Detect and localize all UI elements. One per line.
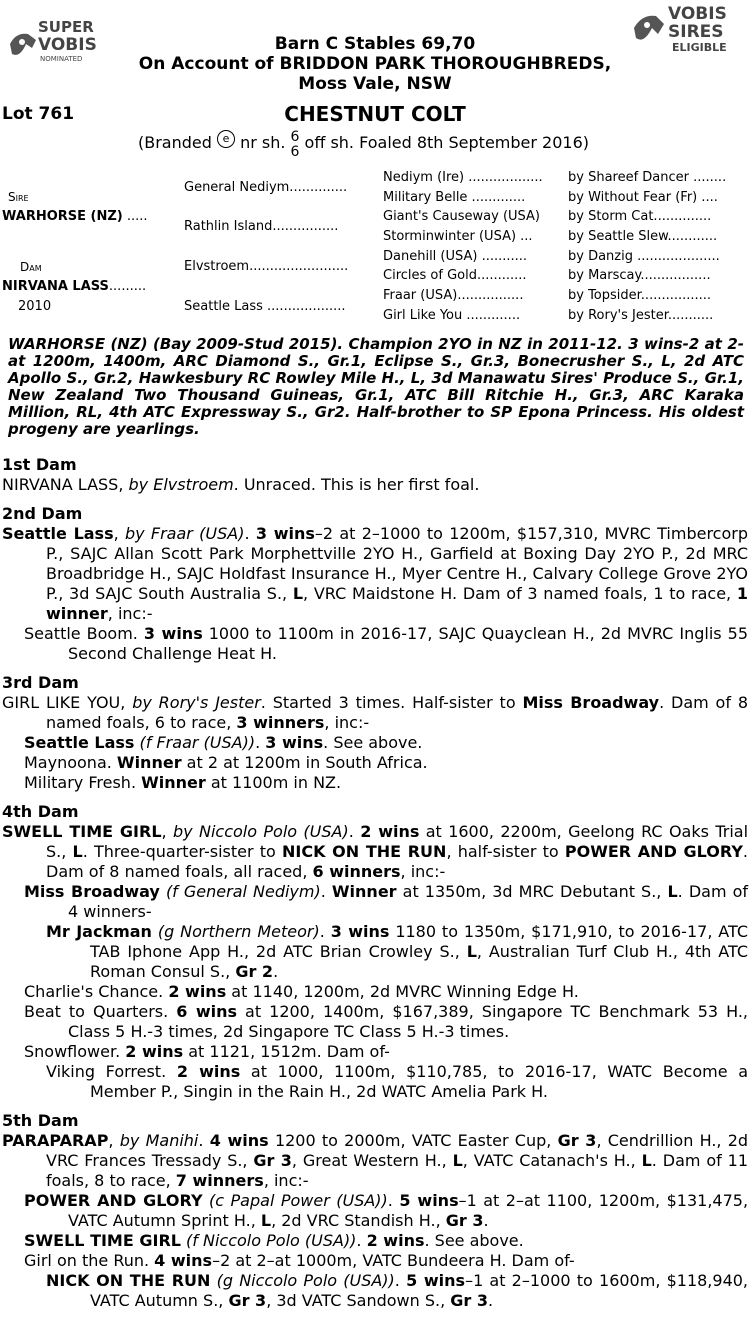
gen3-name-6: Circles of Gold............ <box>383 268 527 283</box>
dam-4-progeny: Miss Broadway (f General Nediym). Winner at 1350m, 3d MRC Debutant S., L. Dam of 4 winners- <box>24 882 749 921</box>
sire-name: WARHORSE (NZ) ..... <box>2 209 148 224</box>
gen3-by-1: by Shareef Dancer ........ <box>568 170 727 185</box>
dam-sire: Elvstroem........................ <box>184 259 349 274</box>
vendor-line: On Account of BRIDDON PARK THOROUGHBREDS, <box>138 54 612 74</box>
brand-fraction: 6 6 <box>290 129 300 160</box>
dam-3-progeny: Seattle Lass (f Fraar (USA)). 3 wins. See above. <box>24 733 423 752</box>
dam-name: NIRVANA LASS......... <box>2 279 147 294</box>
svg-text:SIRES: SIRES <box>668 22 724 42</box>
gen3-by-7: by Topsider................. <box>568 288 712 303</box>
dam-3-progeny: Maynoona. Winner at 2 at 1200m in South Africa. <box>24 753 428 772</box>
dam-4-grandprogeny: Mr Jackman (g Northern Meteor). 3 wins 1180 to 1350m, $171,910, to 2016-17, ATC TAB Iphone App H., 2d ATC Brian Crowley S., L, Australian Turf Club H., 4th ATC Roman Consul S., Gr 2. <box>46 922 749 981</box>
gen3-name-2: Military Belle ............. <box>383 190 526 205</box>
gen3-by-4: by Seattle Slew............ <box>568 229 718 244</box>
dam-year: 2010 <box>18 299 52 314</box>
dam-heading-1: 1st Dam <box>2 455 77 474</box>
female-family <box>2 455 748 1311</box>
dam-dam: Seattle Lass ................... <box>184 299 346 314</box>
dam-4-progeny: Snowflower. 2 wins at 1121, 1512m. Dam of- <box>24 1042 390 1061</box>
sire-note: WARHORSE (NZ) (Bay 2009-Stud 2015). Champion 2YO in NZ in 2011-12. 3 wins-2 at 2-at 1200m, 1400m, ARC Diamond S., Gr.1, Eclipse S., Gr.3, Bonecrusher S., L, 2d ATC Apollo S., Gr.2, Hawkesbury RC Rowley Mile H., L, 3d Manawatu Sires' Produce S., Gr.1, New Zealand Two Thousand Guineas, Gr.1, ATC Bill Ritchie H., Gr.3, ARC Karaka Million, RL, 4th ATC Expressway S., Gr2. Half-brother to SP Epona Princess. His oldest progeny are yearlings. <box>8 335 744 438</box>
dam-heading-4: 4th Dam <box>2 802 79 821</box>
dam-3-progeny: Military Fresh. Winner at 1100m in NZ. <box>24 773 342 792</box>
svg-text:ELIGIBLE: ELIGIBLE <box>672 41 727 54</box>
gen3-by-5: by Danzig .................... <box>568 249 720 264</box>
dam-5-progeny: POWER AND GLORY (c Papal Power (USA)). 5 wins–1 at 2–at 1100, 1200m, $131,475, VATC Autumn Sprint H., L, 2d VRC Standish H., Gr 3. <box>24 1191 749 1230</box>
barn-line: Barn C Stables 69,70 <box>274 34 476 54</box>
svg-text:VOBIS: VOBIS <box>38 35 97 55</box>
dam-5-progeny: Girl on the Run. 4 wins–2 at 2–at 1000m, VATC Bundeera H. Dam of- <box>24 1251 575 1270</box>
dam-5-progeny: SWELL TIME GIRL (f Niccolo Polo (USA)). 2 wins. See above. <box>24 1231 524 1250</box>
dam-2-progeny: Seattle Boom. 3 wins 1000 to 1100m in 2016-17, SAJC Quayclean H., 2d MVRC Inglis 55 Second Challenge Heat H. <box>24 624 748 663</box>
dam-1-text: NIRVANA LASS, by Elvstroem. Unraced. This is her first foal. <box>2 475 480 494</box>
brand-line: (Branded e nr sh. 6 6 off sh. Foaled 8th September 2016) <box>138 129 590 160</box>
dam-5-entry: PARAPARAP, by Manihi. 4 wins 1200 to 2000m, VATC Easter Cup, Gr 3, Cendrillion H., 2d VRC Frances Tressady S., Gr 3, Great Western H., L, VATC Catanach's H., L. Dam of 11 foals, 8 to race, 7 winners, inc:- <box>2 1131 749 1190</box>
dam-4-entry: SWELL TIME GIRL, by Niccolo Polo (USA). 2 wins at 1600, 2200m, Geelong RC Oaks Trial S., L. Three-quarter-sister to NICK ON THE RUN, half-sister to POWER AND GLORY. Dam of 8 named foals, all raced, 6 winners, inc:- <box>2 822 749 881</box>
dam-2-entry: Seattle Lass, by Fraar (USA). 3 wins–2 at 2–1000 to 1200m, $157,310, MVRC Timbercorp P., SAJC Allan Scott Park Morphettville 2YO H., Garfield at Boxing Day 2YO P., 2d MRC Broadbridge H., SAJC Holdfast Insurance H., Myer Centre H., Calvary College Grove 2YO P., 3d SAJC South Australia S., L, VRC Maidstone H. Dam of 3 named foals, 1 to race, 1 winner, inc:- <box>2 524 748 623</box>
gen3-by-6: by Marscay................. <box>568 268 711 283</box>
gen3-by-8: by Rory's Jester........... <box>568 308 714 323</box>
dam-4-progeny: Charlie's Chance. 2 wins at 1140, 1200m, 2d MVRC Winning Edge H. <box>24 982 579 1001</box>
svg-text:NOMINATED: NOMINATED <box>40 55 83 63</box>
lot-title: CHESTNUT COLT <box>284 102 466 126</box>
sire-label: Sire <box>8 190 29 204</box>
gen3-name-8: Girl Like You ............. <box>383 308 521 323</box>
gen3-by-3: by Storm Cat.............. <box>568 209 712 224</box>
gen3-name-7: Fraar (USA)................ <box>383 288 524 303</box>
dam-heading-2: 2nd Dam <box>2 504 83 523</box>
dam-label: Dam <box>20 260 42 274</box>
lot-number: Lot 761 <box>2 104 75 124</box>
sire-dam: Rathlin Island................ <box>184 219 339 234</box>
gen3-by-2: by Without Fear (Fr) .... <box>568 190 718 205</box>
dam-heading-3: 3rd Dam <box>2 673 79 692</box>
dam-heading-5: 5th Dam <box>2 1111 79 1130</box>
dam-4-grandprogeny: Viking Forrest. 2 wins at 1000, 1100m, $110,785, to 2016-17, WATC Become a Member P., Singin in the Rain H., 2d WATC Amelia Park H. <box>46 1062 748 1101</box>
location-line: Moss Vale, NSW <box>298 74 452 94</box>
svg-text:SUPER: SUPER <box>38 18 94 36</box>
gen3-name-4: Storminwinter (USA) ... <box>383 229 533 244</box>
dam-3-entry: GIRL LIKE YOU, by Rory's Jester. Started 3 times. Half-sister to Miss Broadway. Dam of 8 named foals, 6 to race, 3 winners, inc:- <box>2 693 749 732</box>
gen3-name-3: Giant's Causeway (USA) <box>383 209 540 224</box>
sire-sire: General Nediym.............. <box>184 180 348 195</box>
brand-e-mark: e <box>217 130 235 148</box>
gen3-name-5: Danehill (USA) ........... <box>383 249 528 264</box>
svg-text:VOBIS: VOBIS <box>668 4 727 24</box>
dam-4-progeny: Beat to Quarters. 6 wins at 1200, 1400m, $167,389, Singapore TC Benchmark 53 H., Class 5 H.-3 times, 2d Singapore TC Class 5 H.-3 times. <box>24 1002 748 1041</box>
gen3-name-1: Nediym (Ire) .................. <box>383 170 543 185</box>
dam-5-grandprogeny: NICK ON THE RUN (g Niccolo Polo (USA)). 5 wins–1 at 2–1000 to 1600m, $118,940, VATC Autumn S., Gr 3, 3d VATC Sandown S., Gr 3. <box>46 1271 749 1310</box>
